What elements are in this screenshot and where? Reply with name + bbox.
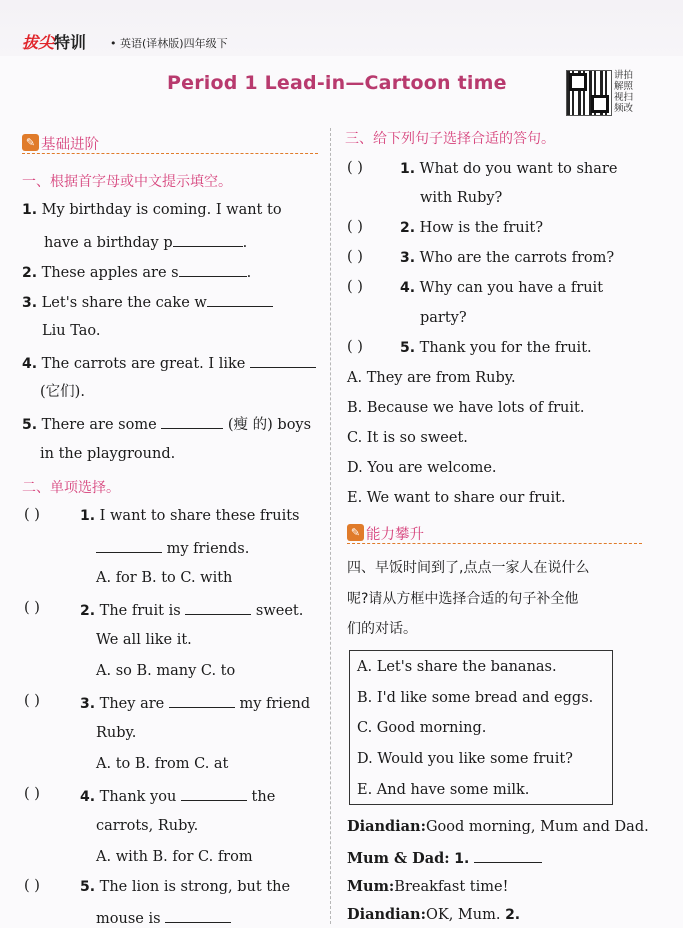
answer-paren[interactable]: ( ) (24, 693, 40, 709)
q-text: The fruit is (99, 603, 181, 619)
section-1-title: 一、根据首字母或中文提示填空。 (22, 174, 232, 190)
dialog-line-4 (347, 906, 520, 924)
q-number: 3. (22, 295, 38, 311)
speaker: Diandian: (347, 906, 426, 923)
question-1-5-cont: in the playground. (40, 446, 176, 462)
question-3-1 (400, 160, 617, 178)
page-title: Period 1 Lead-in—Cartoon time (167, 72, 507, 94)
answer-option-a: A. They are from Ruby. (347, 370, 516, 386)
banner-label: 能力攀升 (366, 527, 424, 543)
q-number: 4. (22, 356, 38, 372)
section-4-title-line2: 呢?请从方框中选择合适的句子补全他 (347, 591, 579, 607)
question-2-2 (80, 600, 303, 620)
answer-paren[interactable]: ( ) (24, 600, 40, 616)
answer-paren[interactable]: ( ) (347, 249, 363, 265)
q-text: sweet. (255, 603, 304, 619)
q-text: The lion is strong, but the (99, 879, 291, 895)
question-2-3 (80, 693, 310, 713)
question-1-5 (22, 414, 311, 434)
answer-paren[interactable]: ( ) (347, 160, 363, 176)
q-text: Thank you for the fruit. (419, 340, 592, 356)
q-number: 2. (22, 265, 38, 281)
q-number: 5. (400, 340, 416, 356)
answer-option-b: B. Because we have lots of fruit. (347, 400, 585, 416)
qr-caption: 讲拍解照视扫频改 (614, 70, 634, 114)
q-text: Who are the carrots from? (419, 250, 615, 266)
question-3-2 (400, 219, 543, 237)
header-band (0, 0, 683, 56)
answer-blank[interactable] (169, 693, 235, 708)
options-2-1: A. for B. to C. with (96, 570, 233, 586)
q-text: Thank you (99, 789, 177, 805)
answer-paren[interactable]: ( ) (347, 279, 363, 295)
q-number: 2. (400, 220, 416, 236)
qr-code-icon[interactable] (566, 70, 612, 116)
q-number: 2. (80, 603, 96, 619)
q-text: I want to share these fruits (99, 508, 300, 524)
q-text: My birthday is coming. I want to (41, 202, 282, 218)
q-text: Let's share the cake w (41, 295, 207, 311)
question-3-5 (400, 339, 592, 357)
dialog-option-d: D. Would you like some fruit? (357, 751, 573, 767)
question-2-4-cont: carrots, Ruby. (96, 818, 199, 834)
q-text: my friend (239, 696, 311, 712)
answer-blank[interactable] (181, 786, 247, 801)
speaker: Mum: (347, 878, 395, 895)
speaker: Mum & Dad: (347, 850, 450, 867)
dialog-option-c: C. Good morning. (357, 720, 487, 736)
book-title: • 英语(译林版)四年级下 (110, 37, 228, 50)
answer-blank[interactable] (165, 908, 231, 923)
options-2-3: A. to B. from C. at (96, 756, 229, 772)
dialog-option-a: A. Let's share the bananas. (357, 659, 557, 675)
q-number: 1. (454, 851, 470, 867)
question-2-4 (80, 786, 275, 806)
question-1-1 (22, 201, 282, 219)
q-text: These apples are s (41, 265, 179, 281)
section-banner-basic (22, 132, 318, 154)
q-text: my friends. (166, 541, 250, 557)
question-1-4 (22, 353, 316, 373)
answer-blank[interactable] (161, 414, 223, 429)
dialog-text: Good morning, Mum and Dad. (425, 819, 649, 835)
brand-logo (22, 30, 86, 53)
dialog-line-2 (347, 848, 542, 868)
answer-option-e: E. We want to share our fruit. (347, 490, 566, 506)
logo-part-a: 拔尖 (22, 33, 55, 52)
q-number: 4. (400, 280, 416, 296)
q-number: 1. (22, 202, 38, 218)
question-1-2: 2. These apples are s . (22, 262, 251, 282)
answer-blank[interactable] (96, 538, 162, 553)
answer-paren[interactable]: ( ) (24, 507, 40, 523)
q-text: There are some (41, 417, 157, 433)
section-3-title: 三、给下列句子选择合适的答句。 (345, 131, 555, 147)
dialog-text: OK, Mum. (425, 907, 501, 923)
answer-blank[interactable] (250, 353, 316, 368)
answer-paren[interactable]: ( ) (347, 339, 363, 355)
dialog-line-3 (347, 878, 508, 896)
answer-option-c: C. It is so sweet. (347, 430, 468, 446)
section-2-title: 二、单项选择。 (22, 480, 120, 496)
question-3-4-cont: party? (420, 310, 467, 326)
q-text: They are (99, 696, 165, 712)
options-2-4: A. with B. for C. from (96, 849, 253, 865)
section-banner-advanced (347, 522, 642, 544)
answer-blank[interactable] (179, 262, 247, 277)
pencil-icon: ✎ (22, 134, 39, 151)
banner-label: 基础进阶 (41, 137, 99, 153)
banner-underline (22, 153, 318, 154)
question-2-5 (80, 878, 290, 896)
q-text: How is the fruit? (419, 220, 543, 236)
q-number: 1. (400, 161, 416, 177)
question-1-3-cont: Liu Tao. (42, 323, 101, 339)
q-number: 3. (80, 696, 96, 712)
question-1-3 (22, 292, 273, 312)
dialog-option-e: E. And have some milk. (357, 782, 530, 798)
column-divider (330, 128, 331, 924)
answer-blank[interactable] (173, 232, 243, 247)
logo-part-b: 特训 (54, 33, 87, 52)
answer-blank[interactable] (474, 848, 542, 863)
question-2-1-cont (96, 538, 249, 558)
answer-blank[interactable] (207, 292, 273, 307)
question-3-4 (400, 279, 603, 297)
q-number: 5. (80, 879, 96, 895)
question-3-3 (400, 249, 614, 267)
dialog-text: Breakfast time! (394, 879, 509, 895)
q-text: What do you want to share (419, 161, 618, 177)
question-2-2-cont: We all like it. (96, 632, 192, 648)
answer-option-d: D. You are welcome. (347, 460, 497, 476)
q-text: (瘦 的) boys (227, 417, 312, 433)
question-1-4-cont: (它们). (40, 384, 85, 400)
answer-paren[interactable]: ( ) (347, 219, 363, 235)
section-4-title-line3: 们的对话。 (347, 621, 417, 637)
question-2-1 (80, 507, 299, 525)
dialog-option-b: B. I'd like some bread and eggs. (357, 690, 594, 706)
q-text: mouse is (96, 911, 161, 927)
pencil-icon: ✎ (347, 524, 364, 541)
question-3-1-cont: with Ruby? (420, 190, 503, 206)
q-text: The carrots are great. I like (41, 356, 246, 372)
answer-paren[interactable]: ( ) (24, 786, 40, 802)
q-text: Why can you have a fruit (419, 280, 604, 296)
q-number: 5. (22, 417, 38, 433)
dialog-line-1 (347, 818, 649, 836)
question-2-3-cont: Ruby. (96, 725, 137, 741)
question-1-1-cont: have a birthday p . (44, 232, 247, 252)
options-2-2: A. so B. many C. to (96, 663, 236, 679)
q-number: 1. (80, 508, 96, 524)
section-4-title-line1: 四、早饭时间到了,点点一家人在说什么 (347, 560, 590, 576)
q-text: the (251, 789, 276, 805)
q-number: 3. (400, 250, 416, 266)
answer-paren[interactable]: ( ) (24, 878, 40, 894)
q-number: 4. (80, 789, 96, 805)
speaker: Diandian: (347, 818, 426, 835)
question-2-5-cont (96, 908, 231, 928)
q-number: 2. (505, 907, 521, 923)
banner-underline (347, 543, 642, 544)
answer-blank[interactable] (185, 600, 251, 615)
q-text: have a birthday p (44, 235, 173, 251)
